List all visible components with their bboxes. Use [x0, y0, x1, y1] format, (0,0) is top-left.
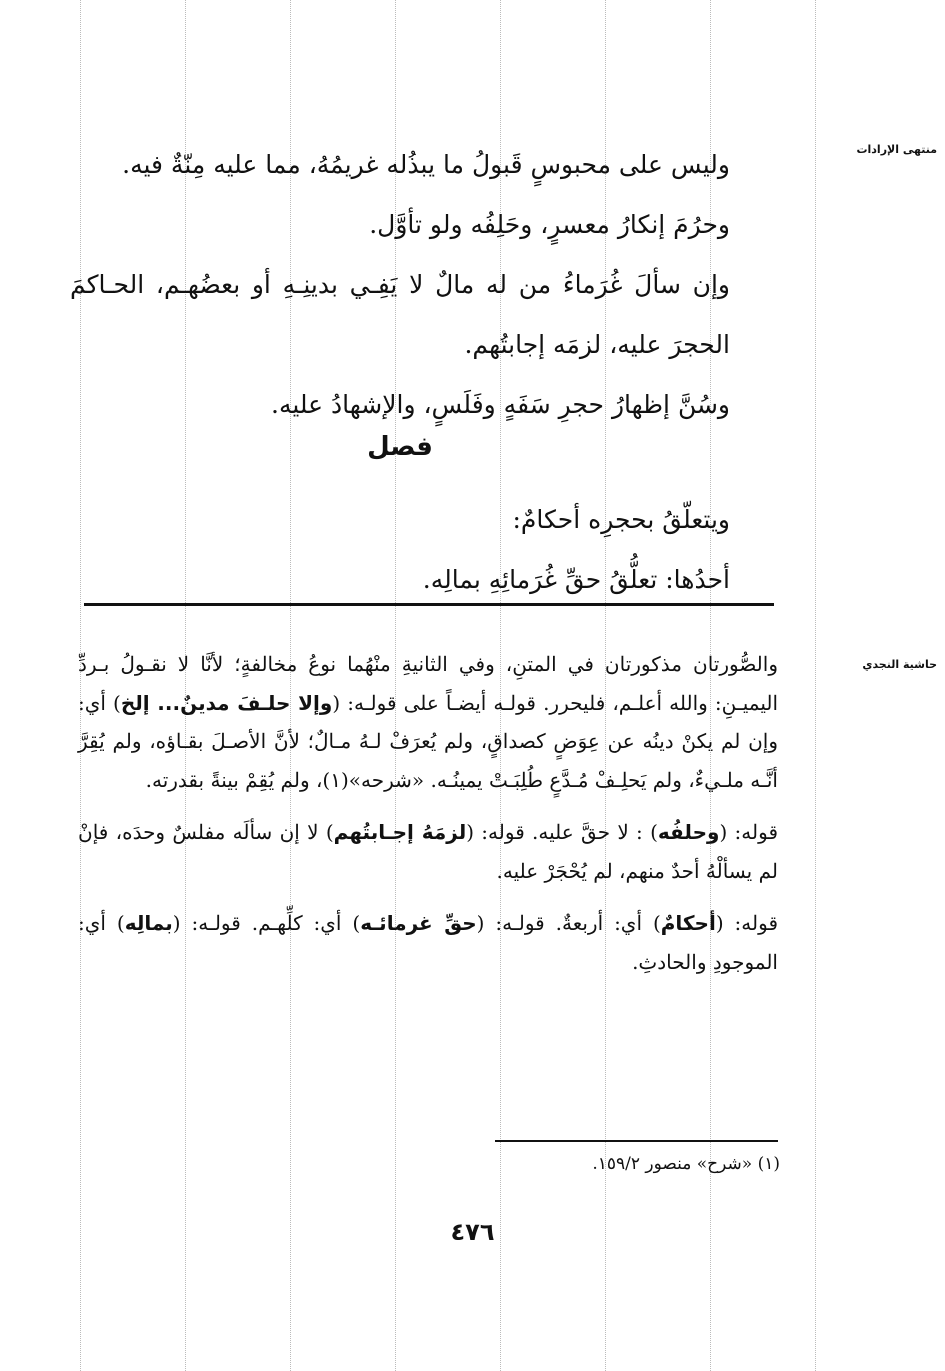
hashiya-text: ) لا إن سألَه مفلسٌ وحدَه، فإنْ لم يسألْهُ أحدٌ منهم، لم يُحْجَرْ عليه.	[78, 820, 778, 883]
footnote: (١) «شرح» منصور ١٥٩/٢.	[592, 1154, 780, 1174]
matn-paragraph: وسُنَّ إظهارُ حجرِ سَفَهٍ وفَلَسٍ، والإشهادُ عليه.	[271, 390, 730, 419]
quoted-term: أحكامٌ	[660, 911, 716, 935]
hashiya-text: قوله: (	[719, 820, 779, 844]
matn-paragraph: وحرُمَ إنكارُ معسرٍ، وحَلِفُه ولو تأوَّل.	[369, 210, 730, 239]
hashiya-paragraph	[78, 813, 778, 890]
hashiya-text: ) أي: الموجودِ والحادثِ.	[78, 911, 778, 974]
hashiya-text: والصُّورتان مذكورتان في المتنِ، وفي الثانيةِ منْهُما نوعُ مخالفةٍ؛ لأنَّا لا نقـولُ بـردِّ اليميـنِ: والله أعلـم، فليحرر. قولـه أيضـاً على قولـه: (	[78, 652, 778, 715]
page-number: ٤٧٦	[450, 1218, 495, 1246]
guide-line	[815, 0, 816, 1371]
matn-paragraph: وليس على محبوسٍ قَبولُ ما يبذُله غريمُهُ، مما عليه مِنّةٌ فيه.	[122, 150, 730, 179]
matn-side-label: منتهى الإرادات	[856, 143, 937, 156]
matn-paragraph: وإن سألَ غُرَماءُ من له مالٌ لا يَفِـي بدينِـهِ أو بعضُهـم، الحـاكمَ الحجرَ عليه، لزمَه إجابتُهم.	[70, 270, 730, 359]
hashiya-text: ) أي: أربعةٌ. قولـه: (	[476, 911, 661, 935]
section-text-block	[70, 490, 730, 610]
hashiya-paragraph	[78, 645, 778, 799]
matn-text-block	[70, 135, 730, 435]
hashiya-text-block	[78, 645, 778, 995]
hashiya-side-label: حاشية النجدي	[862, 658, 937, 671]
quoted-term: حقِّ غرمائـه	[360, 911, 477, 935]
quoted-term: بمالِه	[124, 911, 173, 935]
main-separator-rule	[84, 603, 774, 606]
quoted-term: وإلا حلـفَ مدينٌ... إلخ	[120, 690, 333, 715]
footnote-separator-rule	[495, 1140, 778, 1142]
section-paragraph: ويتعلّقُ بحجرِه أحكامٌ:	[512, 505, 730, 534]
section-title: فصل	[367, 432, 433, 462]
section-paragraph: أحدُها: تعلُّقُ حقِّ غُرَمائِهِ بمالِه.	[422, 565, 730, 594]
hashiya-text: قوله: (	[715, 911, 779, 935]
quoted-term: لزمَهُ إجـابتُهم	[333, 820, 467, 844]
quoted-term: وحلفُه	[657, 820, 720, 844]
hashiya-paragraph	[78, 904, 778, 981]
hashiya-text: ) أي: كلِّهـم. قولـه: (	[172, 911, 361, 935]
hashiya-text: ) : لا حقَّ عليه. قوله: (	[466, 820, 658, 844]
hashiya-text: ) أي: وإن لم يكنْ دينُه عن عِوَضٍ كصداقٍ، ولم يُعرَفْ لـهُ مـالٌ؛ لأنَّ الأصـلَ بقـاؤه، ولم يُقِرَّ أنَّـه ملـيءٌ، ولم يَحلِـفْ مُـدَّعٍ طُلِبَـتْ يمينُـه. «شرحه»(١)، ولم يُقِمْ بينةً بقدرته.	[78, 690, 778, 792]
